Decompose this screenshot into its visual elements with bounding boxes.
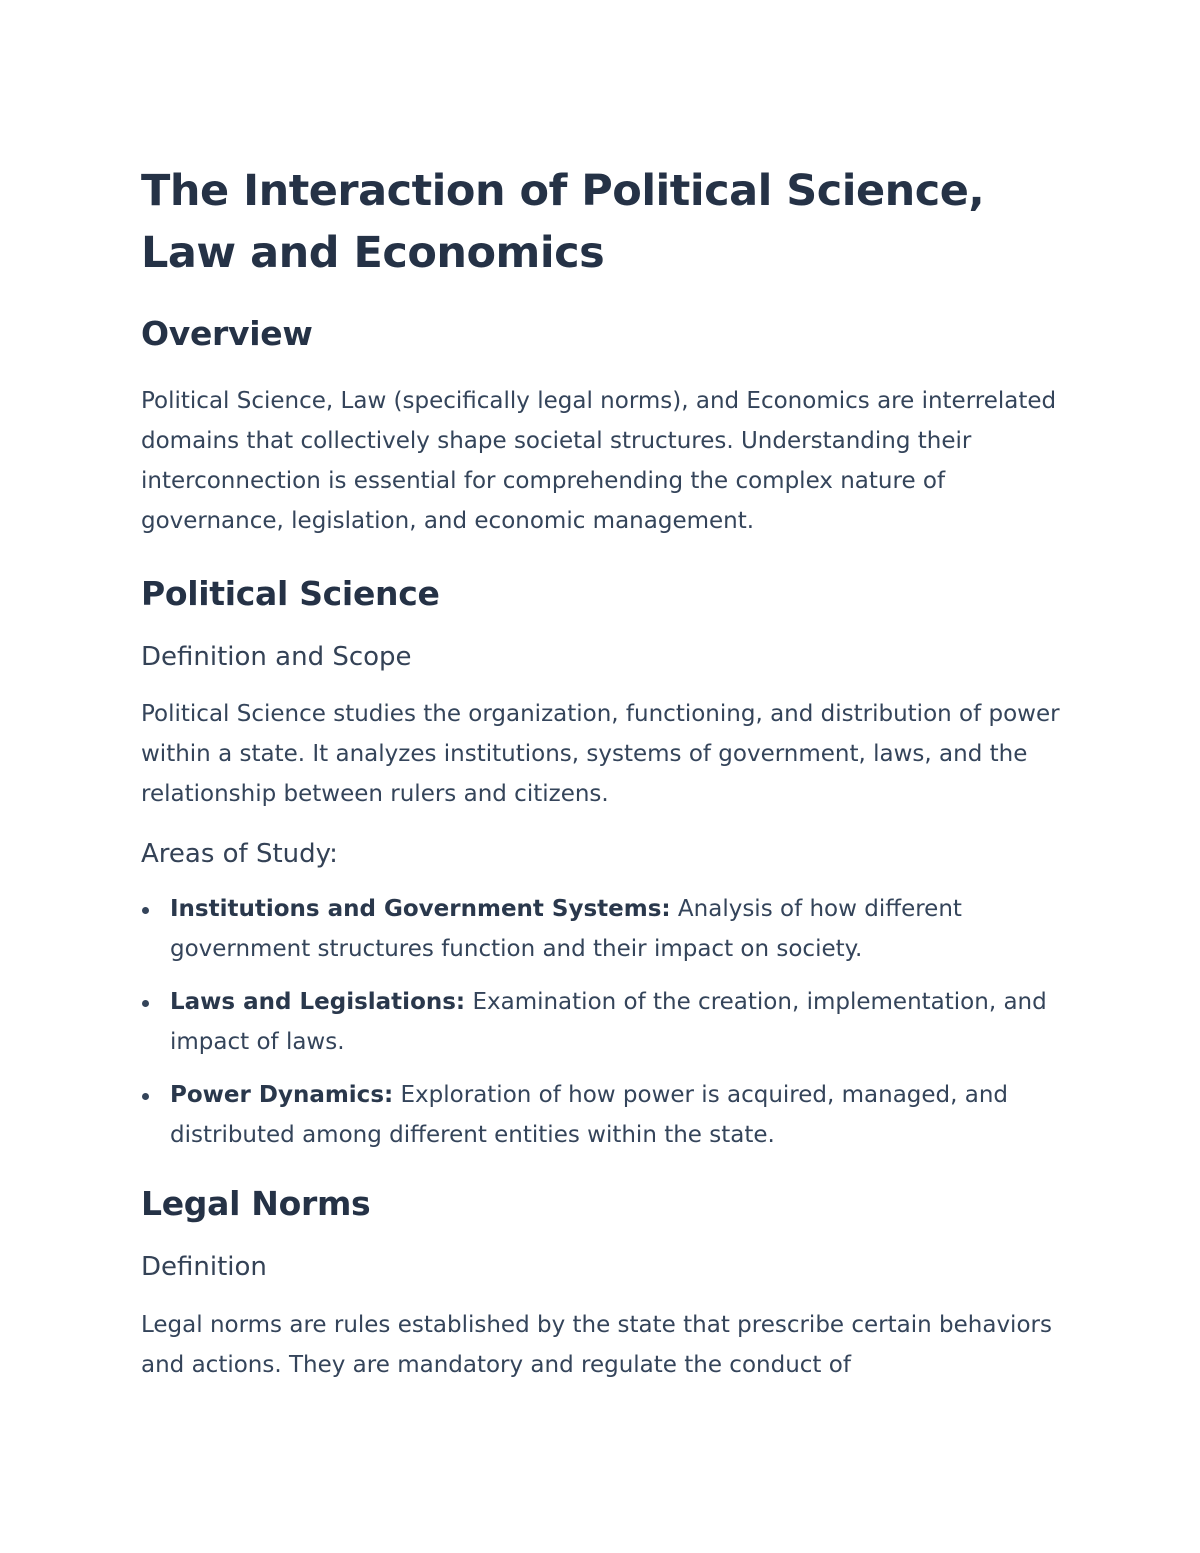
areas-of-study-list <box>141 889 1081 1155</box>
overview-heading: Overview <box>141 314 313 353</box>
bullet-icon <box>142 1000 149 1007</box>
list-item-term: Institutions and Government Systems: <box>170 896 671 922</box>
list-item-text: Exploration of how power is acquired, managed, and distributed among different entities within the state. <box>170 1082 1009 1148</box>
political-science-definition-paragraph: Political Science studies the organization, functioning, and distribution of power within a state. It analyzes institutions, systems of government, laws, and the relationship between rulers and citizens. <box>141 701 1060 807</box>
list-item <box>141 889 1081 969</box>
list-item-text: Analysis of how different government structures function and their impact on society. <box>170 896 962 962</box>
legal-norms-definition-paragraph: Legal norms are rules established by the state that prescribe certain behaviors and actions. They are mandatory and regulate the conduct of <box>141 1312 1052 1378</box>
bullet-icon <box>142 907 149 914</box>
list-item-term: Laws and Legislations: <box>170 989 466 1015</box>
list-item-term: Power Dynamics: <box>170 1082 394 1108</box>
document-title: The Interaction of Political Science, Law and Economics <box>141 166 985 278</box>
list-item-text: Examination of the creation, implementation, and impact of laws. <box>170 989 1047 1055</box>
political-science-definition-heading: Definition and Scope <box>141 642 412 672</box>
list-item <box>141 982 1081 1062</box>
overview-paragraph: Political Science, Law (specifically legal norms), and Economics are interrelated domains that collectively shape societal structures. Understanding their interconnection is essential for comprehending the complex nature of governance, legislation, and economic management. <box>141 388 1057 534</box>
legal-norms-definition-heading: Definition <box>141 1252 267 1282</box>
document-page <box>141 160 1081 1385</box>
political-science-heading: Political Science <box>141 574 440 613</box>
list-item <box>141 1075 1081 1155</box>
legal-norms-heading: Legal Norms <box>141 1184 371 1223</box>
bullet-icon <box>142 1093 149 1100</box>
areas-of-study-heading: Areas of Study: <box>141 839 338 869</box>
